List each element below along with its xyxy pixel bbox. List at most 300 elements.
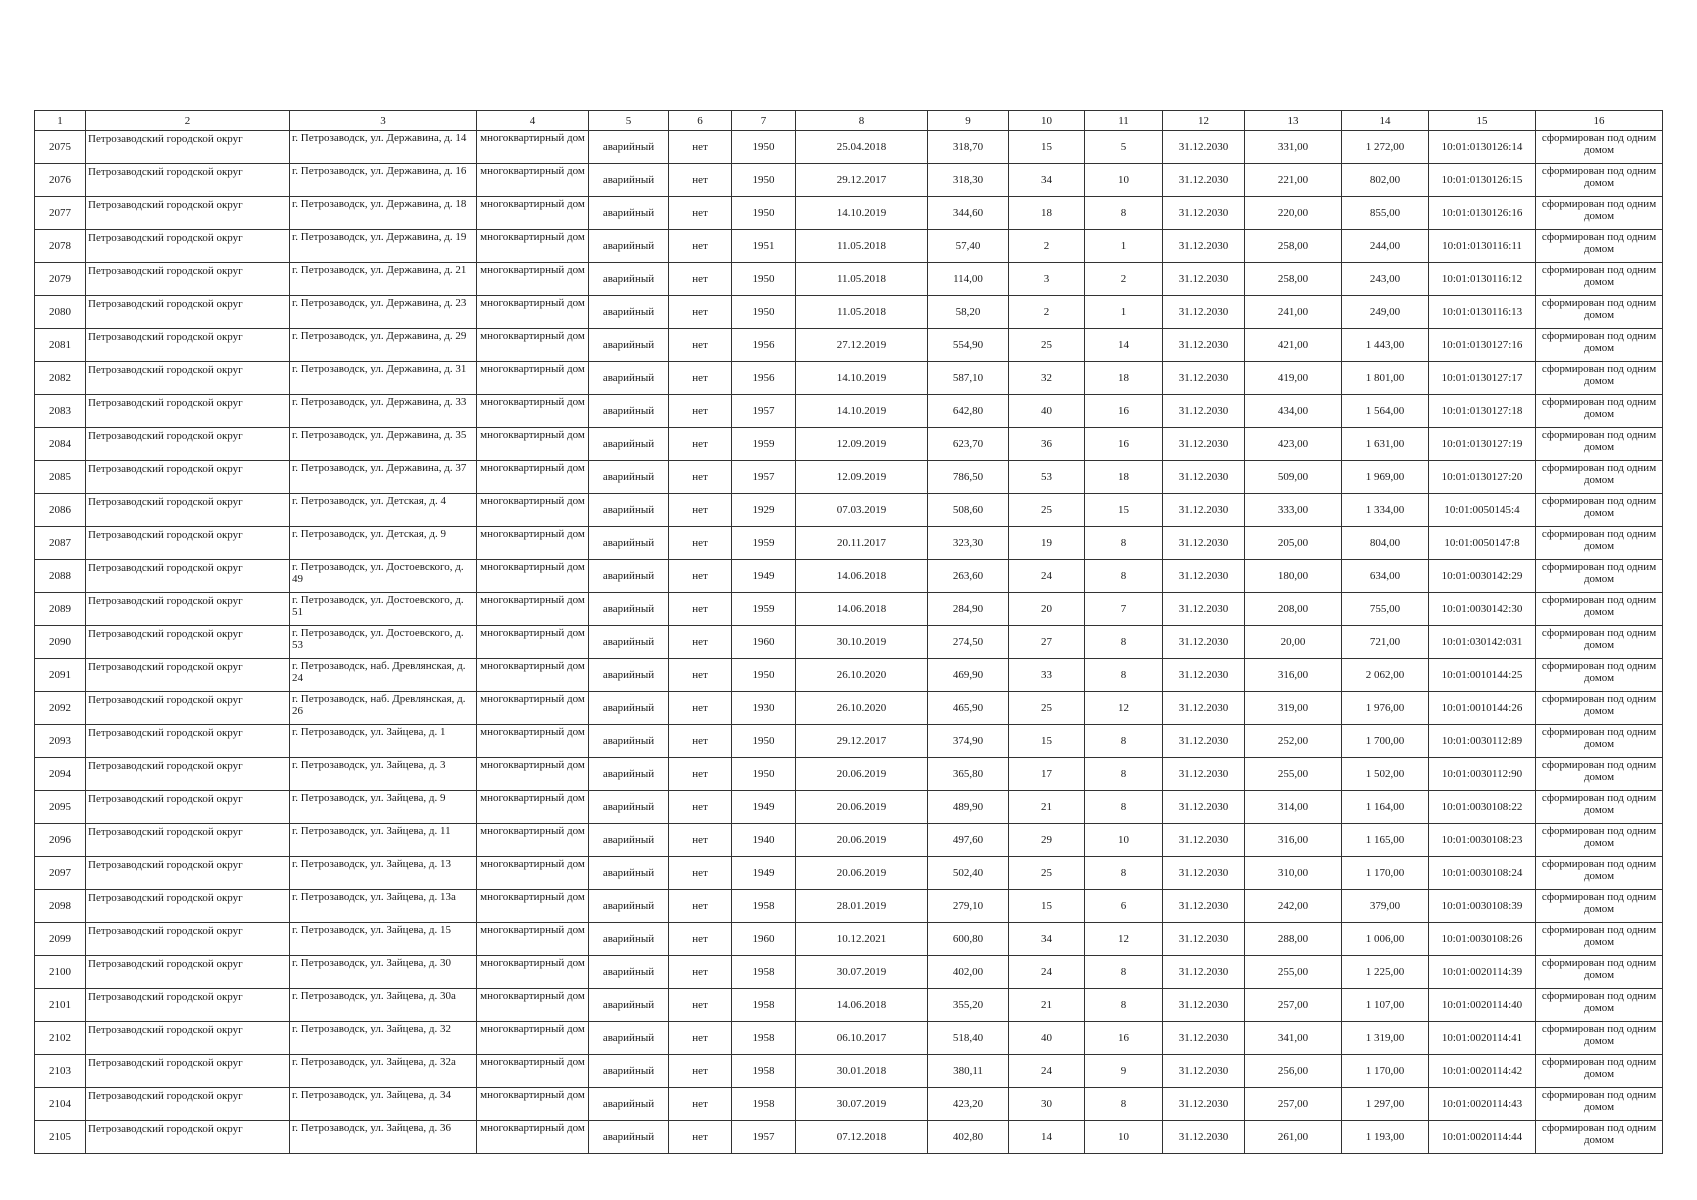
cell-area: 114,00: [928, 263, 1009, 296]
cell-value-14: 634,00: [1342, 560, 1429, 593]
cell-land-status: сформирован под одним домом: [1536, 857, 1663, 890]
cell-deadline: 31.12.2030: [1163, 956, 1245, 989]
cell-condition: аварийный: [589, 329, 669, 362]
cell-date: 20.06.2019: [796, 758, 928, 791]
cell-land-status: сформирован под одним домом: [1536, 989, 1663, 1022]
cell-cadastral-number: 10:01:0020114:40: [1429, 989, 1536, 1022]
cell-deadline: 31.12.2030: [1163, 791, 1245, 824]
cell-municipality: Петрозаводский городской округ: [86, 395, 290, 428]
cell-year: 1959: [732, 593, 796, 626]
cell-row-number: 2103: [35, 1055, 86, 1088]
cell-date: 29.12.2017: [796, 725, 928, 758]
cell-flag: нет: [669, 758, 732, 791]
cell-value-14: 1 801,00: [1342, 362, 1429, 395]
cell-cadastral-number: 10:01:0130116:13: [1429, 296, 1536, 329]
cell-date: 11.05.2018: [796, 230, 928, 263]
cell-date: 06.10.2017: [796, 1022, 928, 1055]
cell-apartments: 8: [1085, 1088, 1163, 1121]
cell-residents: 53: [1009, 461, 1085, 494]
cell-municipality: Петрозаводский городской округ: [86, 857, 290, 890]
registry-table: [34, 110, 1663, 1154]
cell-value-14: 1 976,00: [1342, 692, 1429, 725]
cell-flag: нет: [669, 494, 732, 527]
cell-condition: аварийный: [589, 791, 669, 824]
column-header-6: 6: [669, 111, 732, 131]
table-row: [35, 560, 1663, 593]
cell-building-type: многоквартирный дом: [477, 725, 589, 758]
cell-date: 14.10.2019: [796, 395, 928, 428]
cell-row-number: 2098: [35, 890, 86, 923]
cell-municipality: Петрозаводский городской округ: [86, 329, 290, 362]
cell-value-13: 255,00: [1245, 758, 1342, 791]
cell-cadastral-number: 10:01:0020114:42: [1429, 1055, 1536, 1088]
column-header-1: 1: [35, 111, 86, 131]
cell-flag: нет: [669, 626, 732, 659]
cell-land-status: сформирован под одним домом: [1536, 428, 1663, 461]
cell-cadastral-number: 10:01:0130116:11: [1429, 230, 1536, 263]
cell-address: г. Петрозаводск, ул. Зайцева, д. 32: [290, 1022, 477, 1055]
cell-deadline: 31.12.2030: [1163, 560, 1245, 593]
cell-deadline: 31.12.2030: [1163, 923, 1245, 956]
cell-municipality: Петрозаводский городской округ: [86, 296, 290, 329]
column-header-9: 9: [928, 111, 1009, 131]
cell-value-14: 244,00: [1342, 230, 1429, 263]
cell-flag: нет: [669, 329, 732, 362]
cell-area: 365,80: [928, 758, 1009, 791]
cell-residents: 21: [1009, 791, 1085, 824]
cell-condition: аварийный: [589, 626, 669, 659]
cell-condition: аварийный: [589, 395, 669, 428]
cell-flag: нет: [669, 1022, 732, 1055]
cell-area: 57,40: [928, 230, 1009, 263]
cell-residents: 25: [1009, 857, 1085, 890]
cell-flag: нет: [669, 890, 732, 923]
cell-apartments: 8: [1085, 758, 1163, 791]
cell-row-number: 2096: [35, 824, 86, 857]
cell-row-number: 2092: [35, 692, 86, 725]
cell-year: 1957: [732, 1121, 796, 1154]
cell-date: 29.12.2017: [796, 164, 928, 197]
cell-building-type: многоквартирный дом: [477, 1121, 589, 1154]
cell-building-type: многоквартирный дом: [477, 461, 589, 494]
cell-building-type: многоквартирный дом: [477, 890, 589, 923]
column-header-5: 5: [589, 111, 669, 131]
cell-row-number: 2105: [35, 1121, 86, 1154]
column-header-4: 4: [477, 111, 589, 131]
cell-condition: аварийный: [589, 428, 669, 461]
cell-building-type: многоквартирный дом: [477, 758, 589, 791]
cell-value-13: 258,00: [1245, 230, 1342, 263]
cell-land-status: сформирован под одним домом: [1536, 593, 1663, 626]
cell-value-13: 434,00: [1245, 395, 1342, 428]
cell-deadline: 31.12.2030: [1163, 527, 1245, 560]
cell-year: 1950: [732, 758, 796, 791]
cell-land-status: сформирован под одним домом: [1536, 296, 1663, 329]
cell-year: 1959: [732, 428, 796, 461]
cell-flag: нет: [669, 692, 732, 725]
cell-deadline: 31.12.2030: [1163, 857, 1245, 890]
cell-area: 518,40: [928, 1022, 1009, 1055]
cell-address: г. Петрозаводск, ул. Зайцева, д. 3: [290, 758, 477, 791]
cell-flag: нет: [669, 362, 732, 395]
table-row: [35, 857, 1663, 890]
cell-deadline: 31.12.2030: [1163, 692, 1245, 725]
table-row: [35, 263, 1663, 296]
cell-row-number: 2083: [35, 395, 86, 428]
cell-year: 1930: [732, 692, 796, 725]
cell-value-14: 1 164,00: [1342, 791, 1429, 824]
cell-municipality: Петрозаводский городской округ: [86, 1055, 290, 1088]
cell-row-number: 2100: [35, 956, 86, 989]
cell-address: г. Петрозаводск, ул. Державина, д. 31: [290, 362, 477, 395]
cell-year: 1956: [732, 329, 796, 362]
cell-date: 07.12.2018: [796, 1121, 928, 1154]
cell-value-13: 314,00: [1245, 791, 1342, 824]
column-header-11: 11: [1085, 111, 1163, 131]
cell-row-number: 2082: [35, 362, 86, 395]
table-row: [35, 1055, 1663, 1088]
cell-land-status: сформирован под одним домом: [1536, 890, 1663, 923]
column-header-3: 3: [290, 111, 477, 131]
cell-land-status: сформирован под одним домом: [1536, 1088, 1663, 1121]
cell-flag: нет: [669, 593, 732, 626]
cell-cadastral-number: 10:01:0030108:23: [1429, 824, 1536, 857]
cell-residents: 30: [1009, 1088, 1085, 1121]
cell-value-13: 241,00: [1245, 296, 1342, 329]
cell-value-13: 423,00: [1245, 428, 1342, 461]
cell-residents: 25: [1009, 329, 1085, 362]
cell-building-type: многоквартирный дом: [477, 923, 589, 956]
cell-value-14: 249,00: [1342, 296, 1429, 329]
cell-municipality: Петрозаводский городской округ: [86, 758, 290, 791]
cell-value-13: 252,00: [1245, 725, 1342, 758]
cell-land-status: сформирован под одним домом: [1536, 956, 1663, 989]
table-row: [35, 956, 1663, 989]
cell-value-14: 804,00: [1342, 527, 1429, 560]
cell-address: г. Петрозаводск, ул. Зайцева, д. 36: [290, 1121, 477, 1154]
cell-year: 1949: [732, 791, 796, 824]
cell-cadastral-number: 10:01:0030108:24: [1429, 857, 1536, 890]
cell-land-status: сформирован под одним домом: [1536, 758, 1663, 791]
cell-building-type: многоквартирный дом: [477, 131, 589, 164]
cell-municipality: Петрозаводский городской округ: [86, 527, 290, 560]
table-row: [35, 296, 1663, 329]
cell-area: 423,20: [928, 1088, 1009, 1121]
cell-address: г. Петрозаводск, ул. Державина, д. 18: [290, 197, 477, 230]
cell-cadastral-number: 10:01:0030108:22: [1429, 791, 1536, 824]
cell-area: 508,60: [928, 494, 1009, 527]
cell-value-14: 855,00: [1342, 197, 1429, 230]
cell-deadline: 31.12.2030: [1163, 824, 1245, 857]
cell-cadastral-number: 10:01:0050145:4: [1429, 494, 1536, 527]
cell-year: 1949: [732, 857, 796, 890]
cell-municipality: Петрозаводский городской округ: [86, 593, 290, 626]
cell-deadline: 31.12.2030: [1163, 263, 1245, 296]
cell-row-number: 2075: [35, 131, 86, 164]
cell-row-number: 2102: [35, 1022, 86, 1055]
table-row: [35, 164, 1663, 197]
cell-area: 318,30: [928, 164, 1009, 197]
cell-address: г. Петрозаводск, ул. Достоевского, д. 49: [290, 560, 477, 593]
cell-building-type: многоквартирный дом: [477, 857, 589, 890]
registry-table-container: [34, 110, 1662, 1154]
cell-value-13: 341,00: [1245, 1022, 1342, 1055]
cell-row-number: 2099: [35, 923, 86, 956]
cell-apartments: 8: [1085, 725, 1163, 758]
cell-apartments: 7: [1085, 593, 1163, 626]
cell-residents: 19: [1009, 527, 1085, 560]
cell-flag: нет: [669, 1055, 732, 1088]
cell-cadastral-number: 10:01:0030108:26: [1429, 923, 1536, 956]
cell-residents: 2: [1009, 230, 1085, 263]
cell-value-13: 258,00: [1245, 263, 1342, 296]
cell-apartments: 10: [1085, 164, 1163, 197]
cell-year: 1950: [732, 164, 796, 197]
cell-date: 20.06.2019: [796, 857, 928, 890]
cell-cadastral-number: 10:01:0130126:16: [1429, 197, 1536, 230]
cell-row-number: 2079: [35, 263, 86, 296]
cell-value-14: 1 297,00: [1342, 1088, 1429, 1121]
cell-deadline: 31.12.2030: [1163, 230, 1245, 263]
table-row: [35, 329, 1663, 362]
table-row: [35, 428, 1663, 461]
cell-municipality: Петрозаводский городской округ: [86, 626, 290, 659]
cell-land-status: сформирован под одним домом: [1536, 395, 1663, 428]
cell-address: г. Петрозаводск, ул. Зайцева, д. 32а: [290, 1055, 477, 1088]
cell-year: 1960: [732, 923, 796, 956]
cell-value-13: 257,00: [1245, 989, 1342, 1022]
cell-flag: нет: [669, 1088, 732, 1121]
cell-land-status: сформирован под одним домом: [1536, 197, 1663, 230]
cell-value-14: 243,00: [1342, 263, 1429, 296]
cell-address: г. Петрозаводск, ул. Державина, д. 23: [290, 296, 477, 329]
cell-land-status: сформирован под одним домом: [1536, 1121, 1663, 1154]
cell-cadastral-number: 10:01:0130126:14: [1429, 131, 1536, 164]
table-row: [35, 1088, 1663, 1121]
cell-land-status: сформирован под одним домом: [1536, 824, 1663, 857]
table-row: [35, 758, 1663, 791]
cell-area: 465,90: [928, 692, 1009, 725]
cell-municipality: Петрозаводский городской округ: [86, 1022, 290, 1055]
cell-land-status: сформирован под одним домом: [1536, 1022, 1663, 1055]
cell-municipality: Петрозаводский городской округ: [86, 791, 290, 824]
cell-date: 20.11.2017: [796, 527, 928, 560]
cell-apartments: 10: [1085, 1121, 1163, 1154]
cell-land-status: сформирован под одним домом: [1536, 461, 1663, 494]
cell-address: г. Петрозаводск, ул. Державина, д. 19: [290, 230, 477, 263]
cell-row-number: 2080: [35, 296, 86, 329]
cell-area: 402,00: [928, 956, 1009, 989]
cell-building-type: многоквартирный дом: [477, 527, 589, 560]
cell-value-13: 319,00: [1245, 692, 1342, 725]
cell-building-type: многоквартирный дом: [477, 329, 589, 362]
cell-value-13: 220,00: [1245, 197, 1342, 230]
cell-date: 30.07.2019: [796, 1088, 928, 1121]
cell-date: 14.10.2019: [796, 362, 928, 395]
cell-municipality: Петрозаводский городской округ: [86, 692, 290, 725]
cell-condition: аварийный: [589, 593, 669, 626]
cell-value-14: 1 170,00: [1342, 857, 1429, 890]
cell-building-type: многоквартирный дом: [477, 1088, 589, 1121]
cell-deadline: 31.12.2030: [1163, 626, 1245, 659]
table-row: [35, 461, 1663, 494]
cell-value-13: 205,00: [1245, 527, 1342, 560]
cell-date: 30.07.2019: [796, 956, 928, 989]
cell-row-number: 2077: [35, 197, 86, 230]
cell-land-status: сформирован под одним домом: [1536, 164, 1663, 197]
cell-apartments: 8: [1085, 956, 1163, 989]
cell-address: г. Петрозаводск, наб. Древлянская, д. 24: [290, 659, 477, 692]
column-header-16: 16: [1536, 111, 1663, 131]
cell-address: г. Петрозаводск, ул. Зайцева, д. 11: [290, 824, 477, 857]
cell-date: 12.09.2019: [796, 428, 928, 461]
cell-deadline: 31.12.2030: [1163, 329, 1245, 362]
cell-residents: 40: [1009, 1022, 1085, 1055]
column-header-10: 10: [1009, 111, 1085, 131]
cell-flag: нет: [669, 824, 732, 857]
cell-value-13: 20,00: [1245, 626, 1342, 659]
cell-year: 1949: [732, 560, 796, 593]
cell-date: 14.06.2018: [796, 593, 928, 626]
cell-apartments: 8: [1085, 659, 1163, 692]
cell-municipality: Петрозаводский городской округ: [86, 131, 290, 164]
cell-area: 642,80: [928, 395, 1009, 428]
cell-apartments: 12: [1085, 923, 1163, 956]
cell-flag: нет: [669, 263, 732, 296]
cell-address: г. Петрозаводск, ул. Зайцева, д. 34: [290, 1088, 477, 1121]
cell-value-13: 331,00: [1245, 131, 1342, 164]
cell-residents: 40: [1009, 395, 1085, 428]
cell-address: г. Петрозаводск, ул. Державина, д. 29: [290, 329, 477, 362]
cell-value-14: 1 006,00: [1342, 923, 1429, 956]
cell-date: 10.12.2021: [796, 923, 928, 956]
cell-area: 554,90: [928, 329, 1009, 362]
cell-cadastral-number: 10:01:0130116:12: [1429, 263, 1536, 296]
cell-address: г. Петрозаводск, ул. Зайцева, д. 9: [290, 791, 477, 824]
cell-cadastral-number: 10:01:0030112:90: [1429, 758, 1536, 791]
cell-row-number: 2086: [35, 494, 86, 527]
cell-building-type: многоквартирный дом: [477, 824, 589, 857]
cell-year: 1950: [732, 725, 796, 758]
cell-address: г. Петрозаводск, ул. Зайцева, д. 1: [290, 725, 477, 758]
table-row: [35, 527, 1663, 560]
cell-value-14: 2 062,00: [1342, 659, 1429, 692]
cell-date: 25.04.2018: [796, 131, 928, 164]
cell-address: г. Петрозаводск, ул. Державина, д. 21: [290, 263, 477, 296]
cell-cadastral-number: 10:01:0020114:43: [1429, 1088, 1536, 1121]
cell-row-number: 2081: [35, 329, 86, 362]
cell-condition: аварийный: [589, 758, 669, 791]
cell-value-13: 288,00: [1245, 923, 1342, 956]
cell-value-14: 1 193,00: [1342, 1121, 1429, 1154]
cell-area: 263,60: [928, 560, 1009, 593]
cell-year: 1950: [732, 131, 796, 164]
cell-address: г. Петрозаводск, ул. Зайцева, д. 30а: [290, 989, 477, 1022]
cell-address: г. Петрозаводск, ул. Детская, д. 9: [290, 527, 477, 560]
cell-flag: нет: [669, 296, 732, 329]
cell-apartments: 1: [1085, 296, 1163, 329]
cell-building-type: многоквартирный дом: [477, 494, 589, 527]
cell-address: г. Петрозаводск, ул. Державина, д. 14: [290, 131, 477, 164]
cell-apartments: 10: [1085, 824, 1163, 857]
cell-value-14: 1 502,00: [1342, 758, 1429, 791]
cell-row-number: 2097: [35, 857, 86, 890]
header-row: [35, 111, 1663, 131]
cell-apartments: 8: [1085, 791, 1163, 824]
cell-land-status: сформирован под одним домом: [1536, 329, 1663, 362]
cell-building-type: многоквартирный дом: [477, 692, 589, 725]
column-header-13: 13: [1245, 111, 1342, 131]
cell-condition: аварийный: [589, 923, 669, 956]
cell-cadastral-number: 10:01:0020114:39: [1429, 956, 1536, 989]
cell-municipality: Петрозаводский городской округ: [86, 494, 290, 527]
cell-flag: нет: [669, 428, 732, 461]
cell-deadline: 31.12.2030: [1163, 725, 1245, 758]
cell-deadline: 31.12.2030: [1163, 659, 1245, 692]
cell-area: 502,40: [928, 857, 1009, 890]
table-row: [35, 824, 1663, 857]
cell-residents: 15: [1009, 725, 1085, 758]
cell-condition: аварийный: [589, 263, 669, 296]
cell-cadastral-number: 10:01:0020114:44: [1429, 1121, 1536, 1154]
cell-date: 27.12.2019: [796, 329, 928, 362]
cell-date: 20.06.2019: [796, 791, 928, 824]
cell-date: 12.09.2019: [796, 461, 928, 494]
cell-building-type: многоквартирный дом: [477, 659, 589, 692]
cell-value-14: 379,00: [1342, 890, 1429, 923]
cell-apartments: 6: [1085, 890, 1163, 923]
cell-municipality: Петрозаводский городской округ: [86, 956, 290, 989]
cell-year: 1940: [732, 824, 796, 857]
cell-year: 1958: [732, 1055, 796, 1088]
table-row: [35, 725, 1663, 758]
cell-condition: аварийный: [589, 692, 669, 725]
cell-land-status: сформирован под одним домом: [1536, 131, 1663, 164]
cell-value-13: 208,00: [1245, 593, 1342, 626]
cell-row-number: 2090: [35, 626, 86, 659]
cell-area: 489,90: [928, 791, 1009, 824]
cell-row-number: 2076: [35, 164, 86, 197]
cell-building-type: многоквартирный дом: [477, 164, 589, 197]
cell-row-number: 2095: [35, 791, 86, 824]
cell-land-status: сформирован под одним домом: [1536, 692, 1663, 725]
cell-land-status: сформирован под одним домом: [1536, 923, 1663, 956]
cell-condition: аварийный: [589, 296, 669, 329]
cell-row-number: 2084: [35, 428, 86, 461]
cell-municipality: Петрозаводский городской округ: [86, 461, 290, 494]
cell-residents: 36: [1009, 428, 1085, 461]
cell-building-type: многоквартирный дом: [477, 197, 589, 230]
table-row: [35, 989, 1663, 1022]
cell-value-13: 333,00: [1245, 494, 1342, 527]
cell-value-14: 721,00: [1342, 626, 1429, 659]
column-header-8: 8: [796, 111, 928, 131]
cell-apartments: 9: [1085, 1055, 1163, 1088]
cell-flag: нет: [669, 659, 732, 692]
table-row: [35, 626, 1663, 659]
cell-value-13: 255,00: [1245, 956, 1342, 989]
table-row: [35, 1121, 1663, 1154]
cell-apartments: 18: [1085, 362, 1163, 395]
cell-building-type: многоквартирный дом: [477, 428, 589, 461]
cell-deadline: 31.12.2030: [1163, 1022, 1245, 1055]
cell-apartments: 16: [1085, 395, 1163, 428]
cell-land-status: сформирован под одним домом: [1536, 659, 1663, 692]
cell-year: 1958: [732, 989, 796, 1022]
cell-date: 07.03.2019: [796, 494, 928, 527]
cell-residents: 29: [1009, 824, 1085, 857]
cell-cadastral-number: 10:01:0030112:89: [1429, 725, 1536, 758]
